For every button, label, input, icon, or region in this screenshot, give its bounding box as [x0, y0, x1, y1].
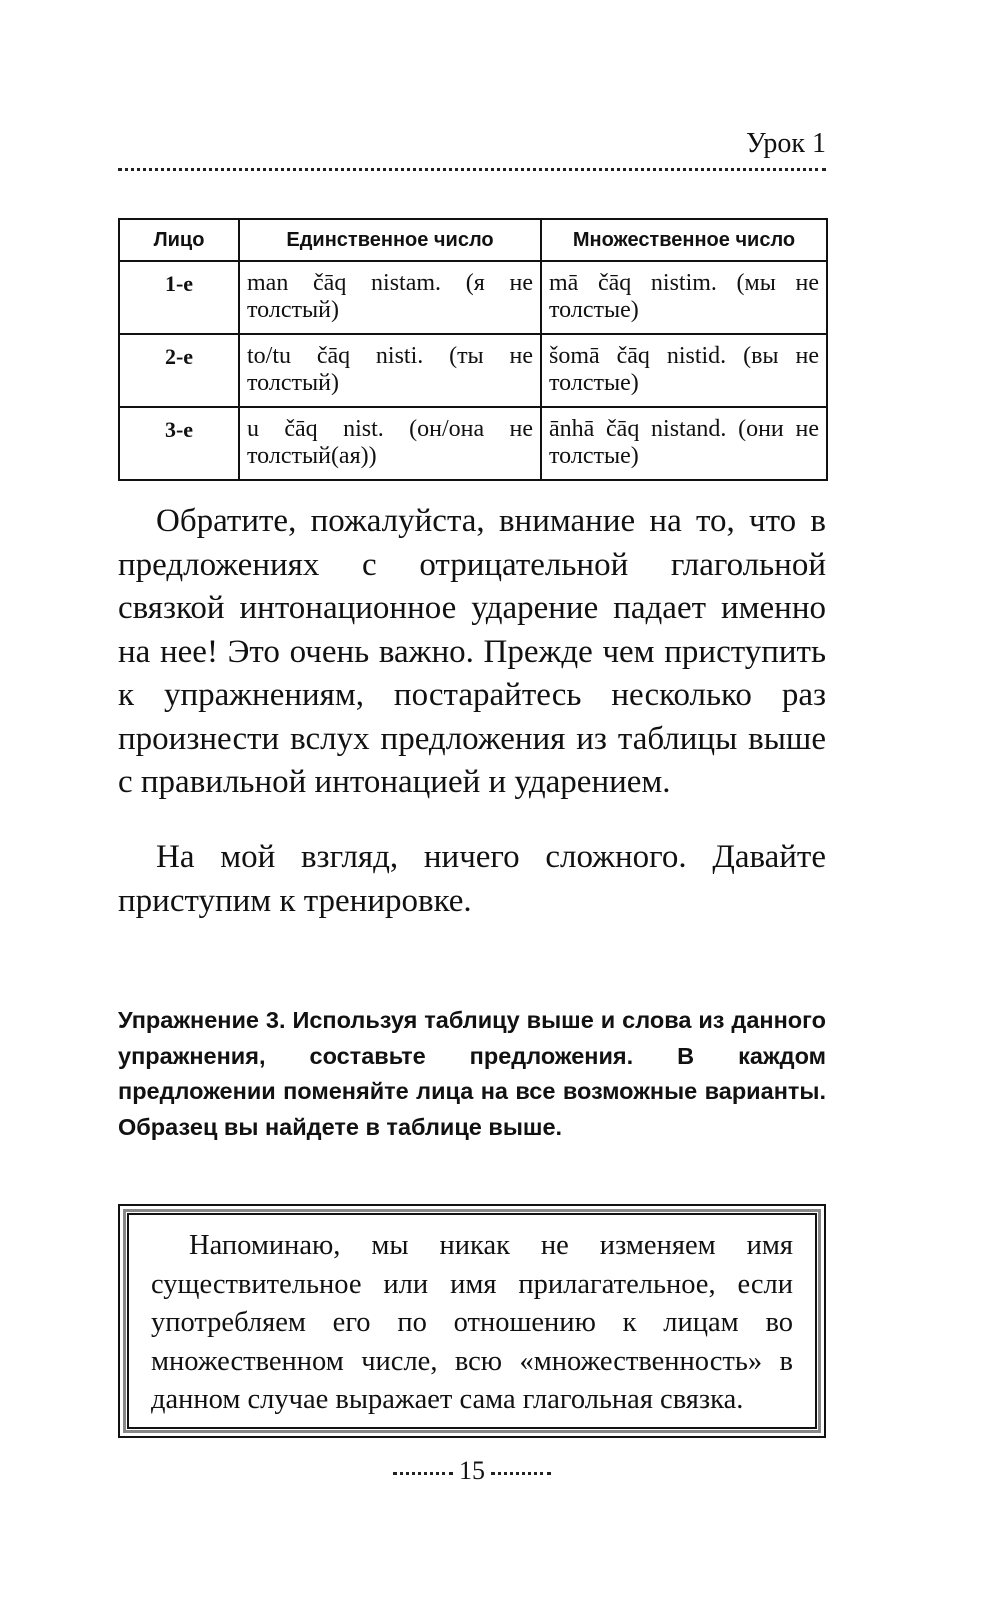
plural-cell: mā čāq nistim. (мы не толстые) — [541, 261, 827, 334]
singular-cell: to/tu čāq nisti. (ты не толстый) — [239, 334, 541, 407]
person-cell: 1-е — [119, 261, 239, 334]
running-head: Урок 1 — [746, 128, 826, 159]
plural-cell: šomā čāq nistid. (вы не толстые) — [541, 334, 827, 407]
exercise-heading: Упражнение 3. Используя таблицу выше и слова из данного упражнения, составьте предложения. В каждом предложении поменяйте лица на все возможные варианты. Образец вы найдете в таблице выше. — [118, 1007, 826, 1140]
page-footer — [118, 1456, 826, 1486]
column-header-plural: Множественное число — [541, 219, 827, 261]
note-box — [118, 1204, 826, 1438]
table-row — [119, 407, 827, 480]
column-header-person: Лицо — [119, 219, 239, 261]
note-text: Напоминаю, мы никак не изменяем имя существительное или имя прилагательное, если употребляем его по отношению к лицам во множественном числе, всю «множественность» в данном случае выражает сама глагольная связка. — [127, 1213, 817, 1429]
table-row — [119, 334, 827, 407]
page-number: 15 — [459, 1456, 485, 1485]
dotted-leader — [393, 1472, 453, 1475]
body-paragraph: На мой взгляд, ничего сложного. Давайте приступим к тренировке. — [118, 839, 826, 919]
person-cell: 3-е — [119, 407, 239, 480]
singular-cell: man čāq nistam. (я не толстый) — [239, 261, 541, 334]
table-row — [119, 261, 827, 334]
dotted-leader — [491, 1472, 551, 1475]
singular-cell: u čāq nist. (он/она не толстый(ая)) — [239, 407, 541, 480]
table-header-row — [119, 219, 827, 261]
body-paragraph: Обратите, пожалуйста, внимание на то, что в предложениях с отрицательной глагольной связкой интонационное ударение падает именно на нее! Это очень важно. Прежде чем приступить к упражнениям, постарайтесь несколько раз произнести вслух предложения из таблицы выше с правильной интонацией и ударением. — [118, 503, 826, 800]
dotted-rule — [118, 168, 826, 171]
person-cell: 2-е — [119, 334, 239, 407]
column-header-singular: Единственное число — [239, 219, 541, 261]
plural-cell: ānhā čāq nistand. (они не толстые) — [541, 407, 827, 480]
note-frame — [123, 1209, 821, 1433]
conjugation-table — [118, 218, 828, 481]
